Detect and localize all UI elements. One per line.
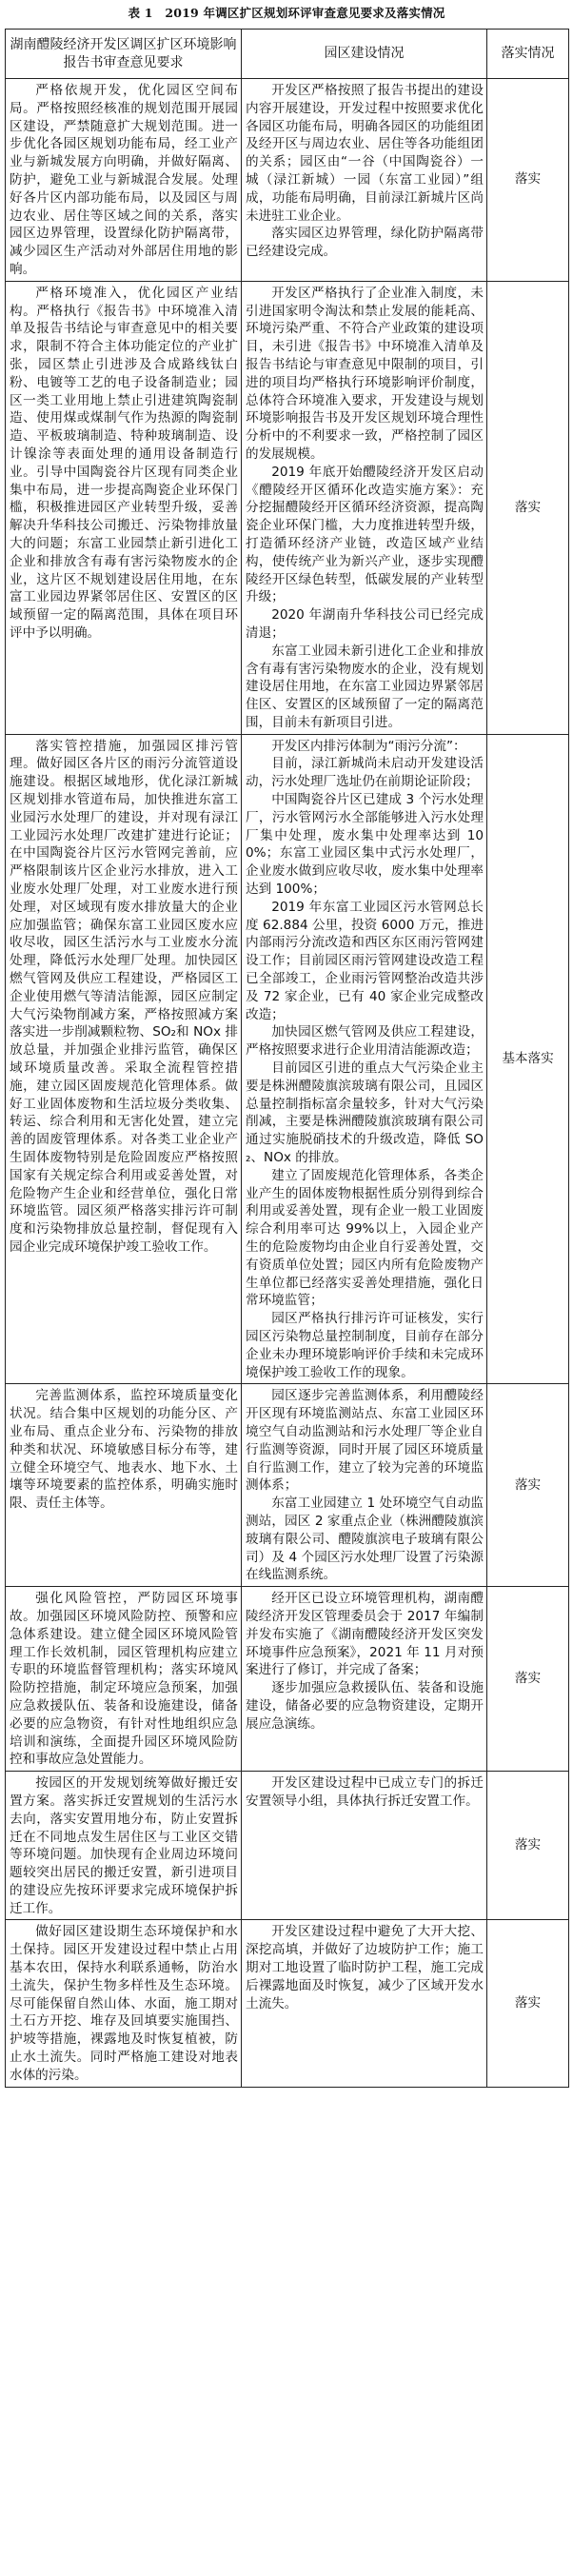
table-row xyxy=(6,281,569,734)
requirement-text: 完善监测体系，监控环境质量变化状况。结合集中区规划的功能分区、产业布局、重点企业分布、污染物的排放种类和状况、环境敏感目标分布等，建立健全环境空气、地表水、地下水、土壤等环境要素的监控体系，明确实施时限、责任主体等。 xyxy=(10,1388,238,1512)
header-row xyxy=(6,30,569,79)
requirements-table xyxy=(5,29,569,2088)
table-caption: 表 1 2019 年调区扩区规划环评审查意见要求及落实情况 xyxy=(128,6,445,20)
status-cell xyxy=(487,1920,569,2087)
requirement-cell xyxy=(6,1587,242,1772)
construction-cell xyxy=(242,1920,487,2087)
construction-paragraph: 目前，渌江新城尚未启动开发建设活动，污水处理厂选址仍在前期论证阶段； xyxy=(246,756,484,790)
requirement-cell xyxy=(6,281,242,734)
construction-paragraph: 经开区已设立环境管理机构，湖南醴陵经济开发区管理委员会于 2017 年编制并发布实施了《湖南醴陵经济开发区突发环境事件应急预案》，2021 年 11 月对预案进行了修订，并完成了备案； xyxy=(246,1591,484,1678)
construction-cell xyxy=(242,1384,487,1587)
header-construction: 园区建设情况 xyxy=(242,30,487,79)
construction-cell xyxy=(242,1587,487,1772)
construction-paragraph: 2019 年东富工业园区污水管网总长度 62.884 公里，投资 6000 万元，推进内部雨污分流改造和西区东区雨污管网建设工作；目前园区雨污管网建设改造工程已全部竣工，企业雨污管网整治改造共涉及 72 家企业，已有 40 家企业完成整改改造； xyxy=(246,899,484,1022)
requirement-text: 按园区的开发规划统筹做好搬迁安置方案。落实拆迁安置规划的生活污水去向，落实安置用地分布，防止安置拆迁在不同地点发生居住区与工业区交错等环境问题。加快现有企业周边环境问题较突出居民的搬迁安置，新引进项目的建设应先按环评要求完成环境保护拆迁工作。 xyxy=(10,1775,238,1916)
construction-paragraph: 开发区严格执行了企业准入制度，未引进国家明令淘汰和禁止发展的能耗高、环境污染严重、不符合产业政策的建设项目，未引进《报告书》中环境准入清单及报告书结论与审查意见中限制的项目，引进的项目均严格执行环境影响评价制度，总体符合环境准入要求，开发建设与规划环境影响报告书及开发区规划环境合理性分析中的不利要求一致，严格控制了园区的发展规模。 xyxy=(246,285,484,462)
table-row xyxy=(6,1772,569,1920)
table-body xyxy=(6,79,569,2088)
status-text: 落实 xyxy=(514,1995,542,2011)
status-cell xyxy=(487,1384,569,1587)
table-row xyxy=(6,1384,569,1587)
table-row xyxy=(6,79,569,282)
status-text: 落实 xyxy=(514,1476,542,1493)
requirement-text: 严格依规开发，优化园区空间布局。严格按照经核准的规划范围开展园区建设，严禁随意扩大规划范围。进一步优化各园区规划功能布局，经工业产业与新城发展方向明确，并做好隔离、防护，避免工业与新城混合发展。处理好各片区内部功能布局，以及园区与周边农业、居住等区域之间的关系，落实园区边界管理，设置绿化防护隔离带，减少园区生产活动对外部居住用地的影响。 xyxy=(10,83,238,277)
status-text: 落实 xyxy=(514,1671,542,1687)
construction-paragraph: 园区严格执行排污许可证核发，实行园区污染物总量控制制度，目前存在部分企业未办理环境影响评价手续和未完成环境保护竣工验收工作的现象。 xyxy=(246,1311,484,1380)
header-status: 落实情况 xyxy=(487,30,569,79)
status-text: 落实 xyxy=(514,499,542,515)
construction-paragraph: 加快园区燃气管网及供应工程建设，严格按照要求进行企业用清洁能源改造； xyxy=(246,1024,484,1059)
status-cell xyxy=(487,1772,569,1920)
construction-paragraph: 开发区建设过程中已成立专门的拆迁安置领导小组，具体执行拆迁安置工作。 xyxy=(246,1775,484,1809)
header-requirement: 湖南醴陵经济开发区调区扩区环境影响报告书审查意见要求 xyxy=(6,30,242,79)
construction-paragraph: 开发区内排污体制为“雨污分流”： xyxy=(271,738,466,754)
table-row xyxy=(6,734,569,1384)
status-cell xyxy=(487,79,569,282)
requirement-text: 强化风险管控，严防园区环境事故。加强园区环境风险防控、预警和应急体系建设。建立健全园区环境风险管理工作长效机制，园区管理机构应建立专职的环境监督管理机构；落实环境风险防控措施，制定环境应急预案，加强应急救援队伍、装备和设施建设，储备必要的应急物资，有针对性地组织应急培训和演练，全面提升园区环境风险防控和事故应急处置能力。 xyxy=(10,1591,238,1768)
table-row xyxy=(6,1920,569,2087)
construction-paragraph: 2019 年底开始醴陵经济开发区启动《醴陵经开区循环化改造实施方案》：充分挖掘醴陵经开区循环经济资源，提高陶瓷企业环保门槛，大力度推进转型升级，打造循环经济产业链，改造区域产业结构，使传统产业为新兴产业，逐步实现醴陵经开区绿色转型，低碳发展的产业转型升级； xyxy=(246,464,484,605)
construction-paragraph: 开发区严格按照了报告书提出的建设内容开展建设，开发过程中按照要求优化各园区功能布局，明确各园区的功能组团及经开区与周边农业、居住等各功能组团的关系；园区由“一谷（中国陶瓷谷）一城（渌江新城）一园（东富工业园）”组成，功能布局明确，目前渌江新城片区尚未进驻工业企业。 xyxy=(246,83,484,224)
status-text: 落实 xyxy=(514,171,542,188)
construction-cell xyxy=(242,281,487,734)
status-cell xyxy=(487,1587,569,1772)
table-row xyxy=(6,1587,569,1772)
requirement-text: 做好园区建设期生态环境保护和水土保持。园区开发建设过程中禁止占用基本农田，保持水利联系通畅，防治水土流失，保护生物多样性及生态环境。尽可能保留自然山体、水面，施工期对土石方开挖、堆存及回填要实施围挡、护坡等措施，裸露地及时恢复植被，防止水土流失。同时严格施工建设对地表水体的污染。 xyxy=(10,1924,238,2083)
construction-paragraph: 园区逐步完善监测体系，利用醴陵经开区现有环境监测站点、东富工业园区环境空气自动监测站和污水处理厂等企业自行监测等资源，同时开展了园区环境质量自行监测工作，建立了较为完善的环境监测体系； xyxy=(246,1388,484,1494)
requirement-cell xyxy=(6,1384,242,1587)
construction-paragraph: 逐步加强应急救援队伍、装备和设施建设，储备必要的应急物资建设，定期开展应急演练。 xyxy=(246,1680,484,1732)
status-text: 落实 xyxy=(514,1837,542,1853)
construction-paragraph: 中国陶瓷谷片区已建成 3 个污水处理厂，污水管网污水全部能够进入污水处理厂集中处理，废水集中处理率达到 100%；东富工业园区集中式污水处理厂，企业废水做到应收尽收，废水集中处理率达到 100%； xyxy=(246,792,484,898)
construction-cell xyxy=(242,1772,487,1920)
requirement-cell xyxy=(6,734,242,1384)
requirement-cell xyxy=(6,1920,242,2087)
status-text: 基本落实 xyxy=(502,1051,554,1067)
status-cell xyxy=(487,281,569,734)
construction-paragraph: 东富工业园未新引进化工企业和排放含有毒有害污染物废水的企业，没有规划建设居住用地，在东富工业园边界紧邻居住区、安置区的区域预留了一定的隔离范围，目前未有新项目引进。 xyxy=(246,643,484,730)
status-cell xyxy=(487,734,569,1384)
construction-paragraph: 2020 年湖南升华科技公司已经完成清退； xyxy=(246,607,484,641)
construction-paragraph: 开发区建设过程中避免了大开大挖、深挖高填，并做好了边坡防护工作；施工期对工地设置了临时防护工程，施工完成后裸露地面及时恢复，减少了区域开发水土流失。 xyxy=(246,1924,484,2011)
construction-paragraph: 落实园区边界管理，绿化防护隔离带已经建设完成。 xyxy=(246,226,484,260)
construction-cell xyxy=(242,79,487,282)
requirement-cell xyxy=(6,1772,242,1920)
construction-paragraph: 目前园区引进的重点大气污染企业主要是株洲醴陵旗滨玻璃有限公司，且园区总量控制指标富余量较多，针对大气污染削减，主要是株洲醴陵旗滨玻璃有限公司通过实施脱硝技术的升级改造，降低 SO₂、NOx 的排放。 xyxy=(246,1060,484,1166)
construction-cell xyxy=(242,734,487,1384)
requirement-text: 落实管控措施，加强园区排污管理。做好园区各片区的雨污分流管道设施建设。根据区域地形，优化渌江新城区规划排水管道布局，加快推进东富工业园污水处理厂的建设，并对现有渌江工业园污水处理厂改建扩建进行论证；在中国陶瓷谷片区污水管网完善前，应严格限制该片区企业污水排放，进入工业废水处理厂处理，对工业废水进行预处理，对区域现有废水排放量大的企业应加强监管；确保东富工业园区废水应收尽收，园区生活污水与工业废水分流处理，降低污水处理厂处理。加快园区燃气管网及供应工程建设，严格园区工企业使用燃气等清洁能源，园区应制定大气污染物削减方案，严格按照减方案落实进一步削减颗粒物、SO₂和 NOx 排放总量，并加强企业排污监管，确保区域环境质量改善。采取全流程管控措施，建立园区固废规范化管理体系。做好工业固体废物和生活垃圾分类收集、转运、综合利用和无害化处置，建立完善的固废管理体系。对各类工业企业产生固体废物特别是危险固废应严格按照国家有关规定综合利用或妥善处置，对危险物产生企业和经营单位，强化日常环境监管。园区须严格落实排污许可制度和污染物排放总量控制，督促现有入园企业完成环境保护竣工验收工作。 xyxy=(10,738,238,1255)
requirement-cell xyxy=(6,79,242,282)
construction-paragraph: 建立了固废规范化管理体系，各类企业产生的固体废物根据性质分别得到综合利用或妥善处置，现有企业一般工业固废综合利用率可达 99%以上，入园企业产生的危险废物均由企业自行妥善处置，交有资质单位处置；园区内所有危险废物产生单位都已经落实妥善处理措施，强化日常环境监管； xyxy=(246,1167,484,1309)
construction-paragraph: 东富工业园建立 1 处环境空气自动监测站，园区 2 家重点企业（株洲醴陵旗滨玻璃有限公司、醴陵旗滨电子玻璃有限公司）及 4 个园区污水处理厂设置了污染源在线监测系统。 xyxy=(246,1496,484,1583)
requirement-text: 严格环境准入，优化园区产业结构。严格执行《报告书》中环境准入清单及报告书结论与审查意见中的相关要求，限制不符合主体功能定位的产业扩张，园区禁止引进涉及合成路线钛白粉、电镀等工艺的电子设备制造业；园区一类工业用地上禁止引进建筑陶瓷制造、使用煤或煤制气作为热源的陶瓷制造、平板玻璃制造、特种玻璃制造、设计镍涂等表面处理的通用设备制造行业。引导中国陶瓷谷片区现有同类企业集中布局，进一步提高陶瓷企业环保门槛，积极推进园区产业转型升级，妥善解决升华科技公司搬迁、污染物排放量大的问题；东富工业园禁止新引进化工企业和排放含有毒有害污染物废水的企业，这片区不规划建设居住用地，在东富工业园边界紧邻居住区、安置区的区域预留一定的隔离范围，具体在项目环评中予以明确。 xyxy=(10,285,238,641)
